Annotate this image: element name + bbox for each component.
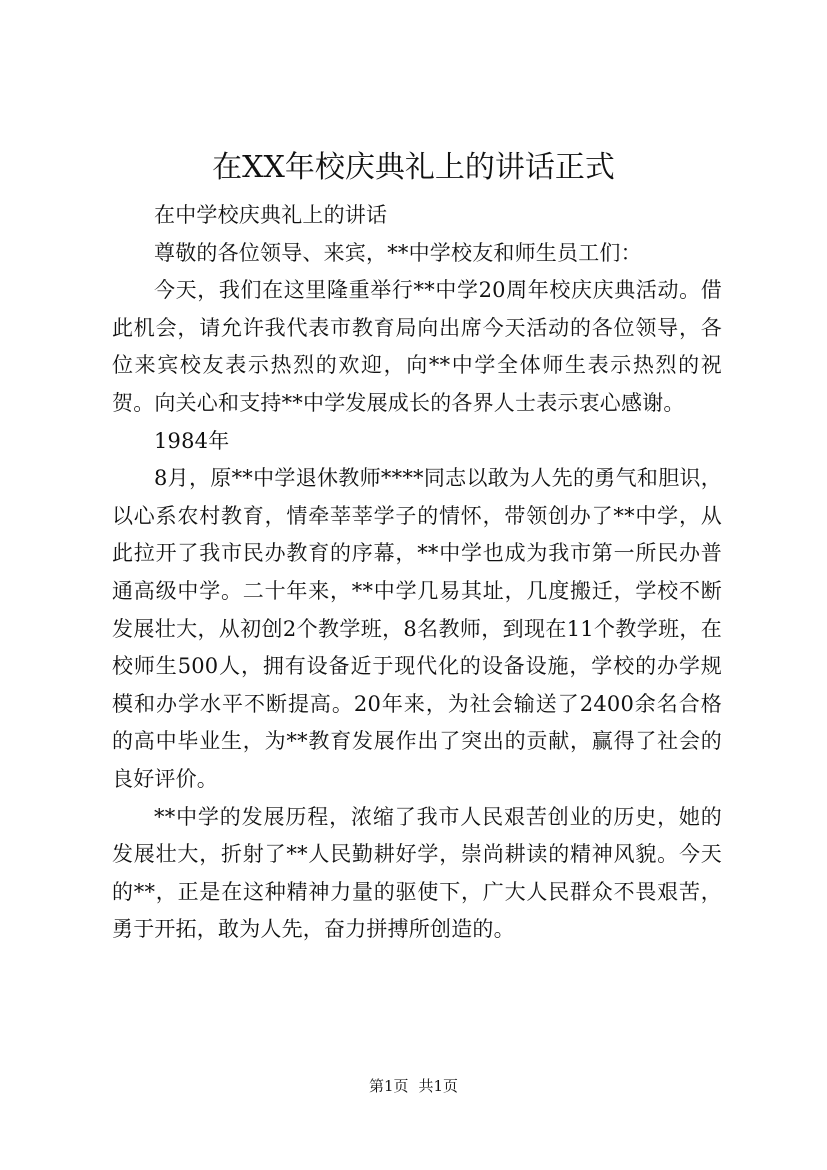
history-paragraph: 8月，原**中学退休教师****同志以敢为人先的勇气和胆识，以心系农村教育，情牵莘莘学子的情怀，带领创办了**中学，从此拉开了我市民办教育的序幕，**中学也成为我市第一所民办普通高级中学。二十年来，**中学几易其址，几度搬迁，学校不断发展壮大，从初创2个教学班，8名教师，到现在11个教学班，在校师生500人，拥有设备近于现代化的设备设施，学校的办学规模和办学水平不断提高。20年来，为社会输送了2400余名合格的高中毕业生，为**教育发展作出了突出的贡献，赢得了社会的良好评价。 (112, 466, 722, 791)
document-title: 在XX年校庆典礼上的讲话正式 (212, 150, 615, 185)
page-number: 第1页 (368, 1077, 409, 1095)
closing-paragraph: **中学的发展历程，浓缩了我市人民艰苦创业的历史，她的发展壮大，折射了**人民勤耕好学，崇尚耕读的精神风貌。今天的**，正是在这种精神力量的驱使下，广大人民群众不畏艰苦，勇于开拓，敢为人先，奋力拼搏所创造的。 (112, 804, 722, 942)
document-body (112, 197, 722, 949)
year-line: 1984年 (154, 428, 230, 453)
page-footer (0, 1076, 827, 1096)
opening-paragraph: 今天，我们在这里隆重举行**中学20周年校庆庆典活动。借此机会，请允许我代表市教育局向出席今天活动的各位领导，各位来宾校友表示热烈的欢迎，向**中学全体师生表示热烈的祝贺。向关心和支持**中学发展成长的各界人士表示衷心感谢。 (112, 278, 722, 415)
page-total: 共1页 (418, 1077, 459, 1095)
subtitle-paragraph: 在中学校庆典礼上的讲话 (154, 203, 388, 227)
salutation-paragraph: 尊敬的各位领导、来宾，**中学校友和师生员工们： (154, 240, 642, 265)
